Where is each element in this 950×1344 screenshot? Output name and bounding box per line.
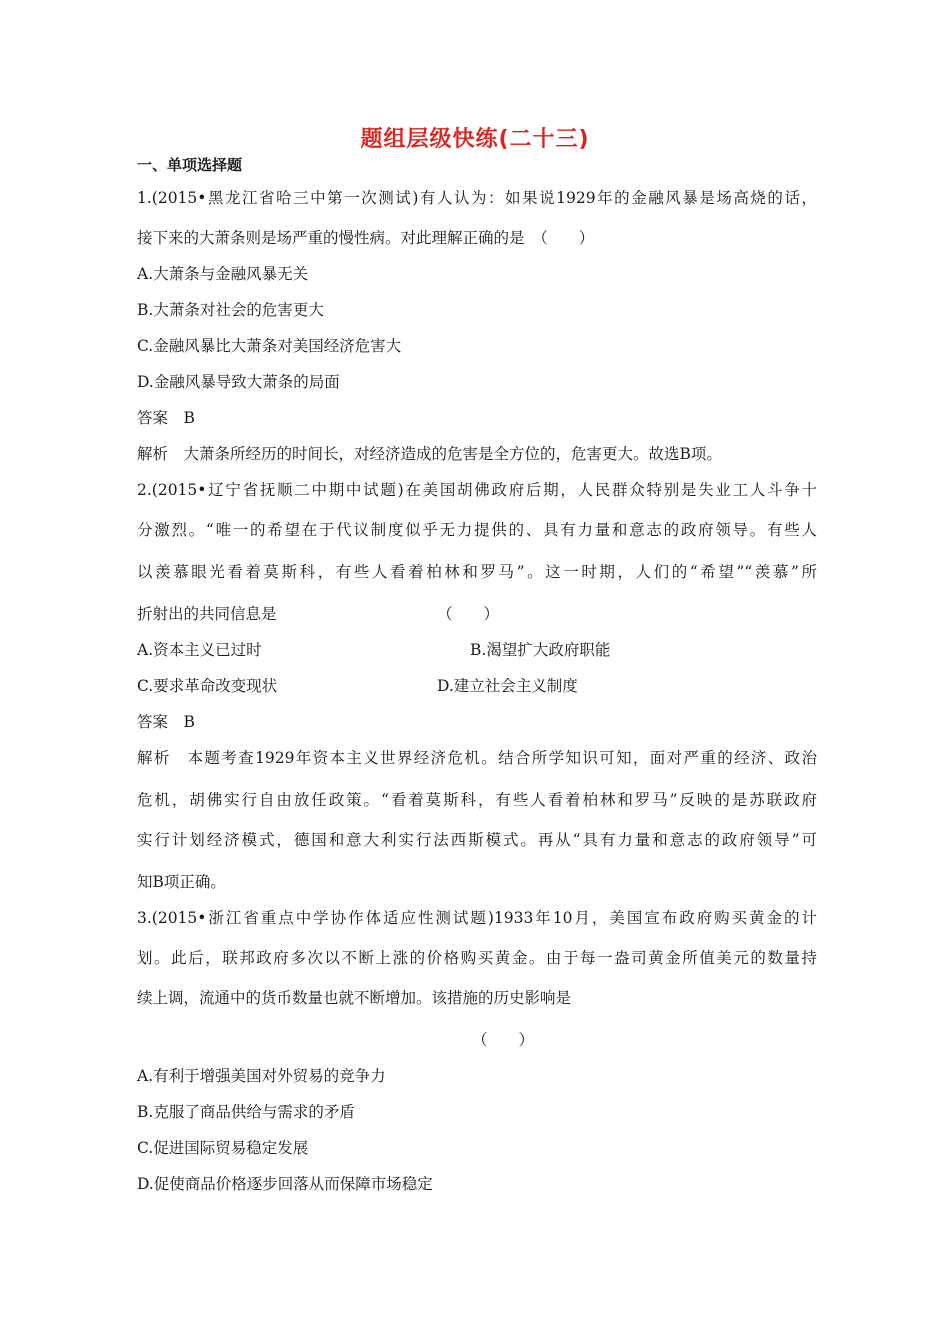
q1-answer: 答案 B bbox=[137, 409, 195, 427]
q2-stem-line-3: 以羡慕眼光看着莫斯科，有些人看着柏林和罗马”。这一时期，人们的“希望”“羡慕”所 bbox=[137, 563, 817, 581]
q1-option-b: B.大萧条对社会的危害更大 bbox=[137, 301, 324, 319]
q2-answer: 答案 B bbox=[137, 713, 195, 731]
q1-analysis: 解析 大萧条所经历的时间长，对经济造成的危害是全方位的，危害更大。故选B项。 bbox=[137, 445, 722, 463]
q2-option-d: D.建立社会主义制度 bbox=[437, 677, 578, 695]
q3-stem-line-2: 划。此后，联邦政府多次以不断上涨的价格购买黄金。由于每一盎司黄金所值美元的数量持 bbox=[137, 949, 817, 967]
q1-stem-line-2: 接下来的大萧条则是场严重的慢性病。对此理解正确的是 （ ） bbox=[137, 229, 595, 247]
q2-option-b: B.渴望扩大政府职能 bbox=[470, 641, 611, 659]
q1-stem-line-1: 1.(2015•黑龙江省哈三中第一次测试)有人认为：如果说1929年的金融风暴是场高烧的话， bbox=[137, 189, 817, 207]
q2-analysis-line-2: 危机，胡佛实行自由放任政策。“看着莫斯科，有些人看着柏林和罗马”反映的是苏联政府 bbox=[137, 791, 817, 809]
q3-option-d: D.促使商品价格逐步回落从而保障市场稳定 bbox=[137, 1175, 433, 1193]
q2-analysis-line-4: 知B项正确。 bbox=[137, 873, 226, 891]
q3-stem-line-1: 3.(2015•浙江省重点中学协作体适应性测试题)1933年10月，美国宣布政府购买黄金的计 bbox=[137, 909, 817, 927]
q1-option-a: A.大萧条与金融风暴无关 bbox=[137, 265, 309, 283]
q2-analysis-line-3: 实行计划经济模式，德国和意大利实行法西斯模式。再从“具有力量和意志的政府领导”可 bbox=[137, 831, 817, 849]
q2-stem-line-4: 折射出的共同信息是 bbox=[137, 605, 277, 623]
q3-stem-line-3: 续上调，流通中的货币数量也就不断增加。该措施的历史影响是 bbox=[137, 989, 572, 1007]
q1-option-d: D.金融风暴导致大萧条的局面 bbox=[137, 373, 340, 391]
q2-stem-line-2: 分激烈。“唯一的希望在于代议制度似乎无力提供的、具有力量和意志的政府领导。有些人 bbox=[137, 521, 817, 539]
q1-option-c: C.金融风暴比大萧条对美国经济危害大 bbox=[137, 337, 402, 355]
page-title: 题组层级快练(二十三) bbox=[360, 127, 590, 152]
q2-option-c: C.要求革命改变现状 bbox=[137, 677, 278, 695]
q3-option-c: C.促进国际贸易稳定发展 bbox=[137, 1139, 309, 1157]
q2-analysis-line-1: 解析 本题考查1929年资本主义世界经济危机。结合所学知识可知，面对严重的经济、政治 bbox=[137, 749, 817, 767]
q3-answer-parenthesis: （ ） bbox=[472, 1031, 535, 1049]
q2-stem-line-1: 2.(2015•辽宁省抚顺二中期中试题)在美国胡佛政府后期，人民群众特别是失业工人斗争十 bbox=[137, 481, 817, 499]
q2-answer-parenthesis: （ ） bbox=[437, 605, 500, 623]
q3-option-a: A.有利于增强美国对外贸易的竞争力 bbox=[137, 1067, 386, 1085]
q3-option-b: B.克服了商品供给与需求的矛盾 bbox=[137, 1103, 355, 1121]
q2-option-a: A.资本主义已过时 bbox=[137, 641, 262, 659]
section-heading: 一、单项选择题 bbox=[137, 156, 243, 174]
